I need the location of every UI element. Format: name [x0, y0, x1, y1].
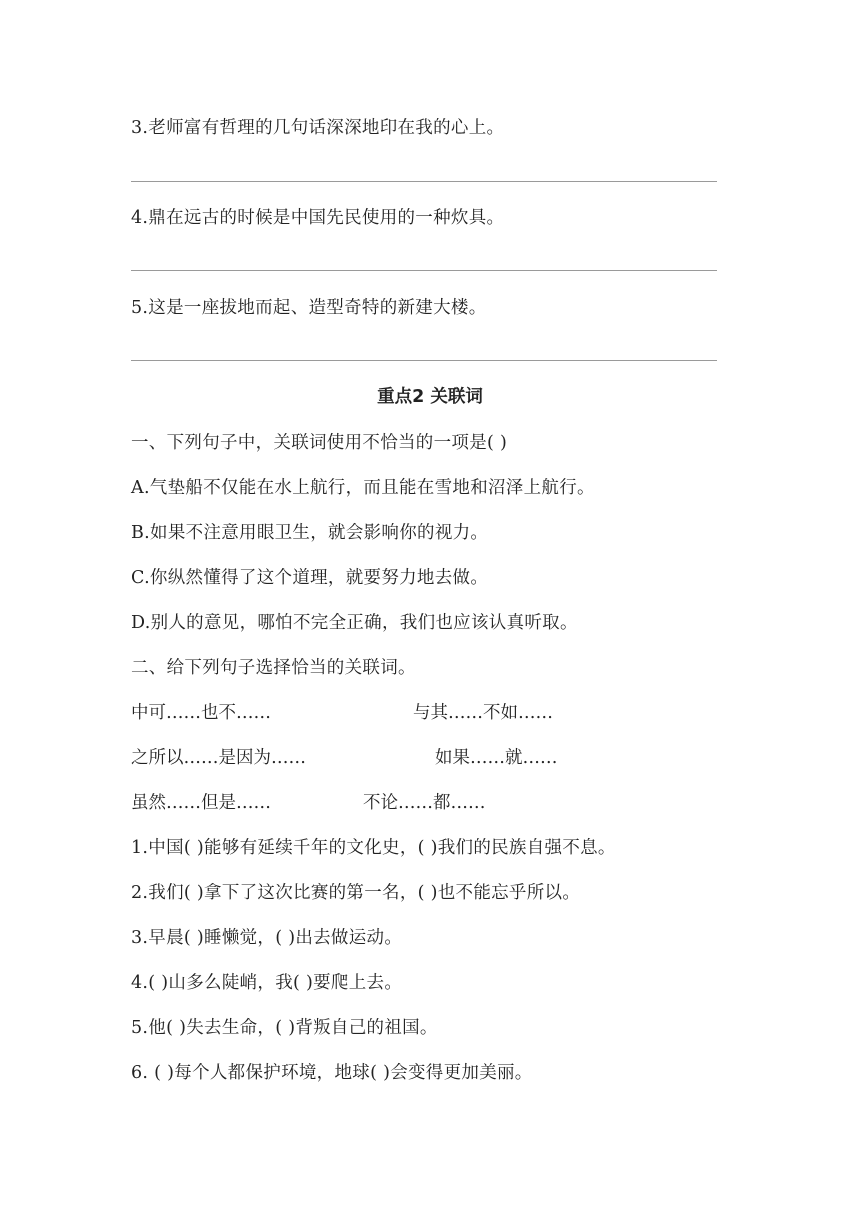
fill-sentence-4: 4.( )山多么陡峭，我( )要爬上去。: [131, 973, 403, 993]
fill-sentence-5: 5.他( )失去生命，( )背叛自己的祖国。: [131, 1018, 438, 1038]
word-option: 中可……也不……: [131, 703, 271, 723]
question-1-prompt: 一、下列句子中，关联词使用不恰当的一项是( ): [131, 433, 508, 453]
sentence-5: 5.这是一座拔地而起、造型奇特的新建大楼。: [131, 298, 487, 318]
sentence-3: 3.老师富有哲理的几句话深深地印在我的心上。: [131, 118, 505, 138]
fill-sentence-3: 3.早晨( )睡懒觉，( )出去做运动。: [131, 928, 403, 948]
sentence-4: 4.鼎在远古的时候是中国先民使用的一种炊具。: [131, 208, 505, 228]
word-option: 与其……不如……: [413, 703, 553, 723]
fill-sentence-1: 1.中国( )能够有延续千年的文化史，( )我们的民族自强不息。: [131, 838, 616, 858]
word-option: 之所以……是因为……: [131, 748, 306, 768]
word-option: 不论……都……: [363, 793, 486, 813]
fill-sentence-2: 2.我们( )拿下了这次比赛的第一名，( )也不能忘乎所以。: [131, 883, 581, 903]
word-option: 如果……就……: [435, 748, 558, 768]
answer-line-3: [131, 181, 717, 182]
fill-sentence-6: 6. ( )每个人都保护环境，地球( )会变得更加美丽。: [131, 1063, 533, 1083]
section-heading: 重点2 关联词: [377, 387, 483, 407]
option-b: B.如果不注意用眼卫生，就会影响你的视力。: [131, 523, 489, 543]
question-2-prompt: 二、给下列句子选择恰当的关联词。: [131, 658, 416, 678]
answer-line-5: [131, 360, 717, 361]
answer-line-4: [131, 270, 717, 271]
option-d: D.别人的意见，哪怕不完全正确，我们也应该认真听取。: [131, 613, 578, 633]
option-a: A.气垫船不仅能在水上航行，而且能在雪地和沼泽上航行。: [131, 478, 595, 498]
word-option: 虽然……但是……: [131, 793, 271, 813]
option-c: C.你纵然懂得了这个道理，就要努力地去做。: [131, 568, 489, 588]
